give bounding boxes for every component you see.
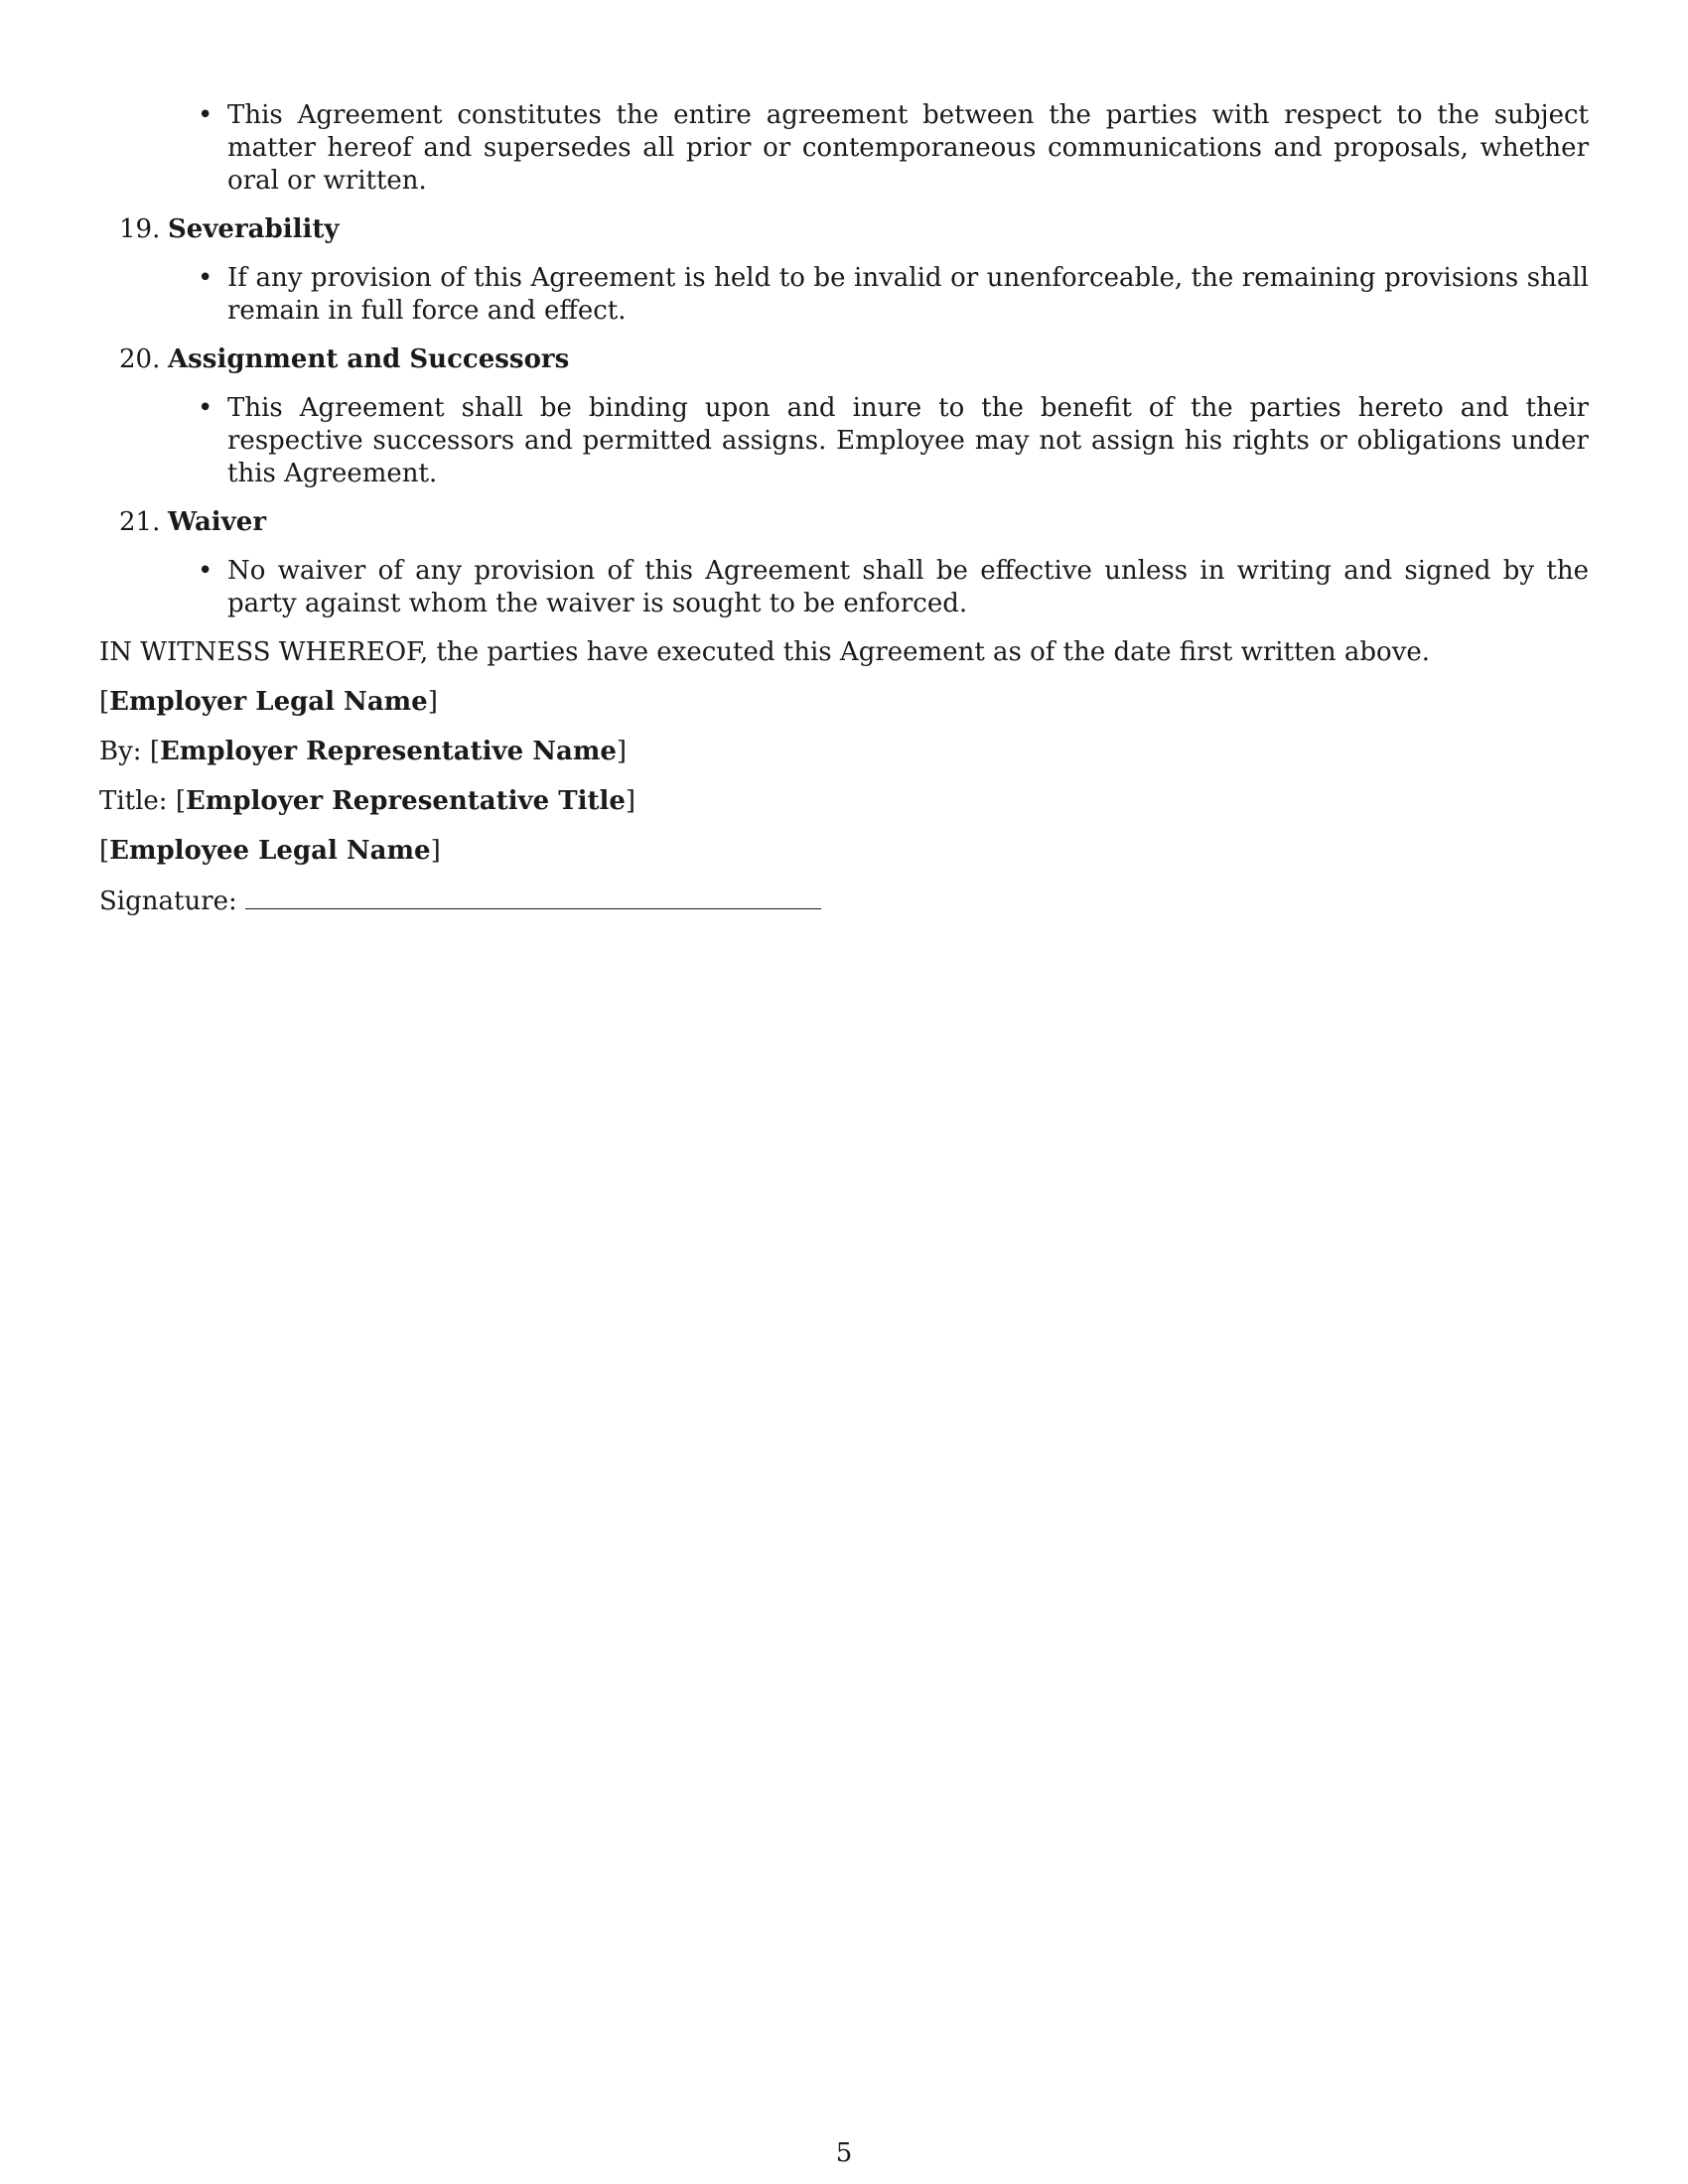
section-heading [99,343,1589,376]
section-heading [99,213,1589,246]
title-label: Title: [99,786,168,816]
section-bullet-list [99,392,1589,490]
section-title: Severability [168,214,340,244]
employer-name: Employer Legal Name [109,687,428,717]
section-bullet-list [99,555,1589,620]
representative-title: Employer Representative Title [186,786,626,816]
signature-line [99,885,1589,918]
witness-statement: IN WITNESS WHEREOF, the parties have executed this Agreement as of the date first written above. [99,637,1431,667]
employee-name-line: [Employee Legal Name] [99,836,441,866]
intro-bullet-list [99,99,1589,198]
page-number: 5 [835,2138,853,2168]
by-line: By: [Employer Representative Name] [99,737,628,766]
intro-bullet: • This Agreement constitutes the entire agreement between the parties with respect to the subject matter hereof and supersedes all prior or contemporaneous communications and proposals, whether oral or written. [99,99,1589,198]
section-title: Assignment and Successors [168,344,570,374]
section-number: 21. [119,507,161,537]
employer-name-line: [Employer Legal Name] [99,687,438,717]
section-19 [99,213,1589,328]
by-label: By: [99,737,142,766]
section-21 [99,506,1589,620]
signature-label: Signature: [99,887,237,916]
section-bullet: • No waiver of any provision of this Agreement shall be effective unless in writing and signed by the party against whom the waiver is sought to be enforced. [99,555,1589,620]
representative-name: Employer Representative Name [159,737,617,766]
section-bullet-list [99,262,1589,328]
signature-field[interactable] [245,885,821,909]
section-number: 19. [119,214,161,244]
section-20 [99,343,1589,490]
section-title: Waiver [168,507,267,537]
employee-name: Employee Legal Name [109,836,431,866]
section-number: 20. [119,344,161,374]
section-bullet: • If any provision of this Agreement is held to be invalid or unenforceable, the remaining provisions shall remain in full force and effect. [99,262,1589,328]
title-line: Title: [Employer Representative Title] [99,786,636,816]
section-heading [99,506,1589,539]
document-page [99,99,1589,918]
section-bullet: • This Agreement shall be binding upon and inure to the benefit of the parties hereto and their respective successors and permitted assigns. Employee may not assign his rights or obligations under this Agreement. [99,392,1589,490]
